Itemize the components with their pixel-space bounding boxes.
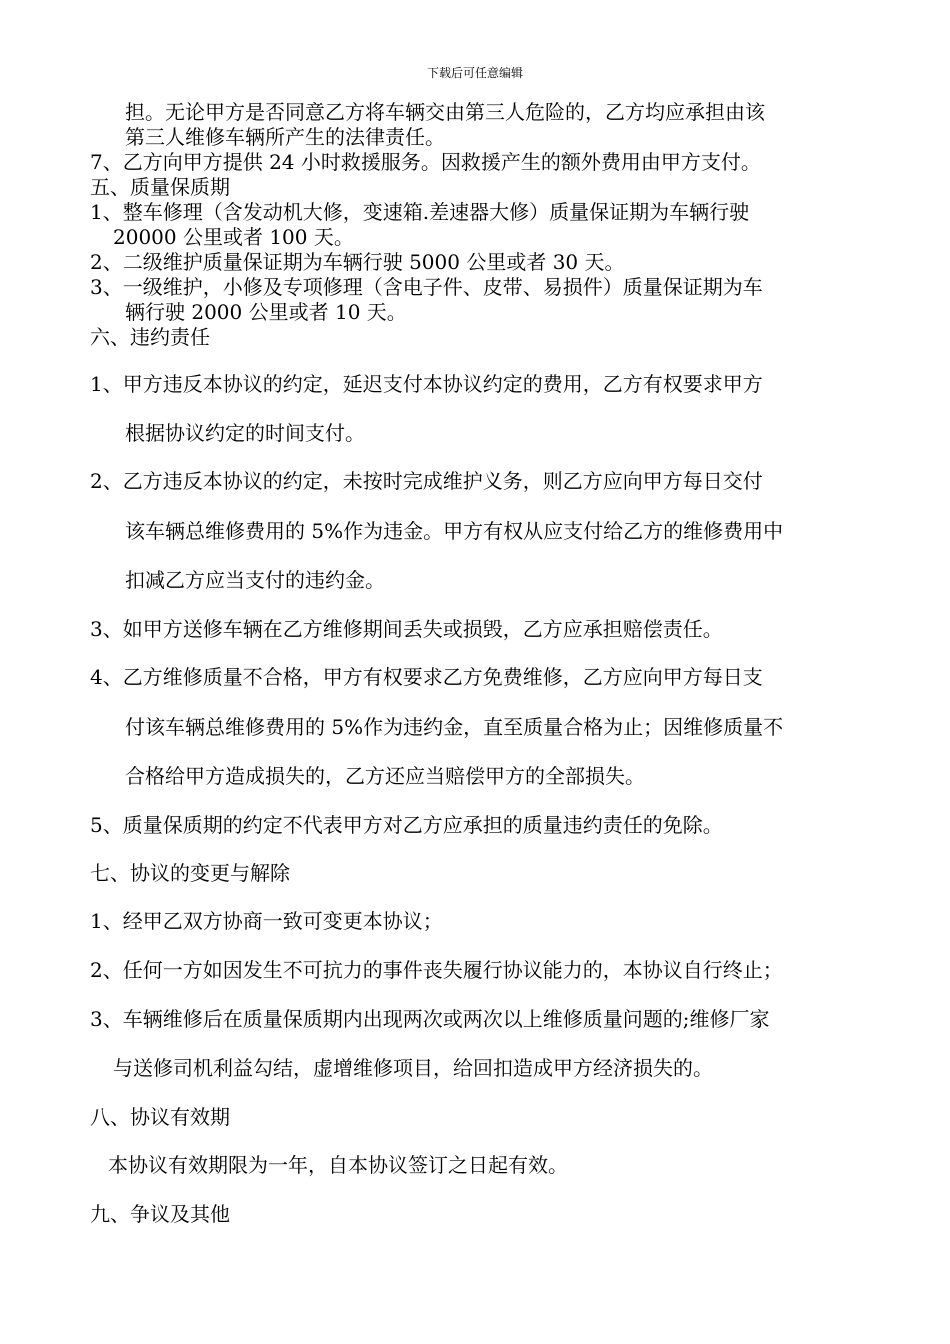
text-line: 合格给甲方造成损失的，乙方还应当赔偿甲方的全部损失。 bbox=[125, 764, 645, 788]
text-line: 2、乙方违反本协议的约定，未按时完成维护义务，则乙方应向甲方每日交付 bbox=[90, 469, 763, 493]
section-heading: 五、质量保质期 bbox=[90, 175, 230, 199]
text-line: 根据协议约定的时间支付。 bbox=[125, 421, 365, 445]
text-line: 1、甲方违反本协议的约定，延迟支付本协议约定的费用，乙方有权要求甲方 bbox=[90, 372, 763, 396]
section-heading: 六、违约责任 bbox=[90, 325, 210, 349]
text-line: 3、车辆维修后在质量保质期内出现两次或两次以上维修质量问题的;维修厂家 bbox=[90, 1007, 770, 1031]
text-line: 担。无论甲方是否同意乙方将车辆交由第三人危险的，乙方均应承担由该 bbox=[125, 100, 765, 124]
text-line: 20000 公里或者 100 天。 bbox=[113, 225, 354, 249]
text-line: 第三人维修车辆所产生的法律责任。 bbox=[125, 125, 445, 149]
page-header: 下载后可任意编辑 bbox=[426, 66, 523, 80]
text-line: 该车辆总维修费用的 5%作为违金。甲方有权从应支付给乙方的维修费用中 bbox=[125, 519, 784, 543]
text-line: 4、乙方维修质量不合格，甲方有权要求乙方免费维修，乙方应向甲方每日支 bbox=[90, 665, 763, 689]
text-line: 5、质量保质期的约定不代表甲方对乙方应承担的质量违约责任的免除。 bbox=[90, 813, 723, 837]
section-heading: 七、协议的变更与解除 bbox=[90, 861, 290, 885]
text-line: 1、整车修理（含发动机大修，变速箱.差速器大修）质量保证期为车辆行驶 bbox=[90, 200, 750, 224]
text-line: 付该车辆总维修费用的 5%作为违约金，直至质量合格为止；因维修质量不 bbox=[125, 715, 784, 739]
text-line: 2、二级维护质量保证期为车辆行驶 5000 公里或者 30 天。 bbox=[90, 250, 625, 274]
text-line: 3、一级维护，小修及专项修理（含电子件、皮带、易损件）质量保证期为车 bbox=[90, 275, 763, 299]
section-heading: 八、协议有效期 bbox=[90, 1105, 230, 1129]
text-line: 扣减乙方应当支付的违约金。 bbox=[125, 568, 385, 592]
text-line: 本协议有效期限为一年，自本协议签订之日起有效。 bbox=[108, 1153, 568, 1177]
text-line: 7、乙方向甲方提供 24 小时救援服务。因救援产生的额外费用由甲方支付。 bbox=[90, 150, 761, 174]
text-line: 2、任何一方如因发生不可抗力的事件丧失履行协议能力的，本协议自行终止； bbox=[90, 958, 783, 982]
text-line: 与送修司机利益勾结，虚增维修项目，给回扣造成甲方经济损失的。 bbox=[113, 1056, 713, 1080]
text-line: 1、经甲乙双方协商一致可变更本协议； bbox=[90, 909, 443, 933]
section-heading: 九、争议及其他 bbox=[90, 1202, 230, 1226]
text-line: 辆行驶 2000 公里或者 10 天。 bbox=[125, 300, 407, 324]
text-line: 3、如甲方送修车辆在乙方维修期间丢失或损毁，乙方应承担赔偿责任。 bbox=[90, 617, 723, 641]
